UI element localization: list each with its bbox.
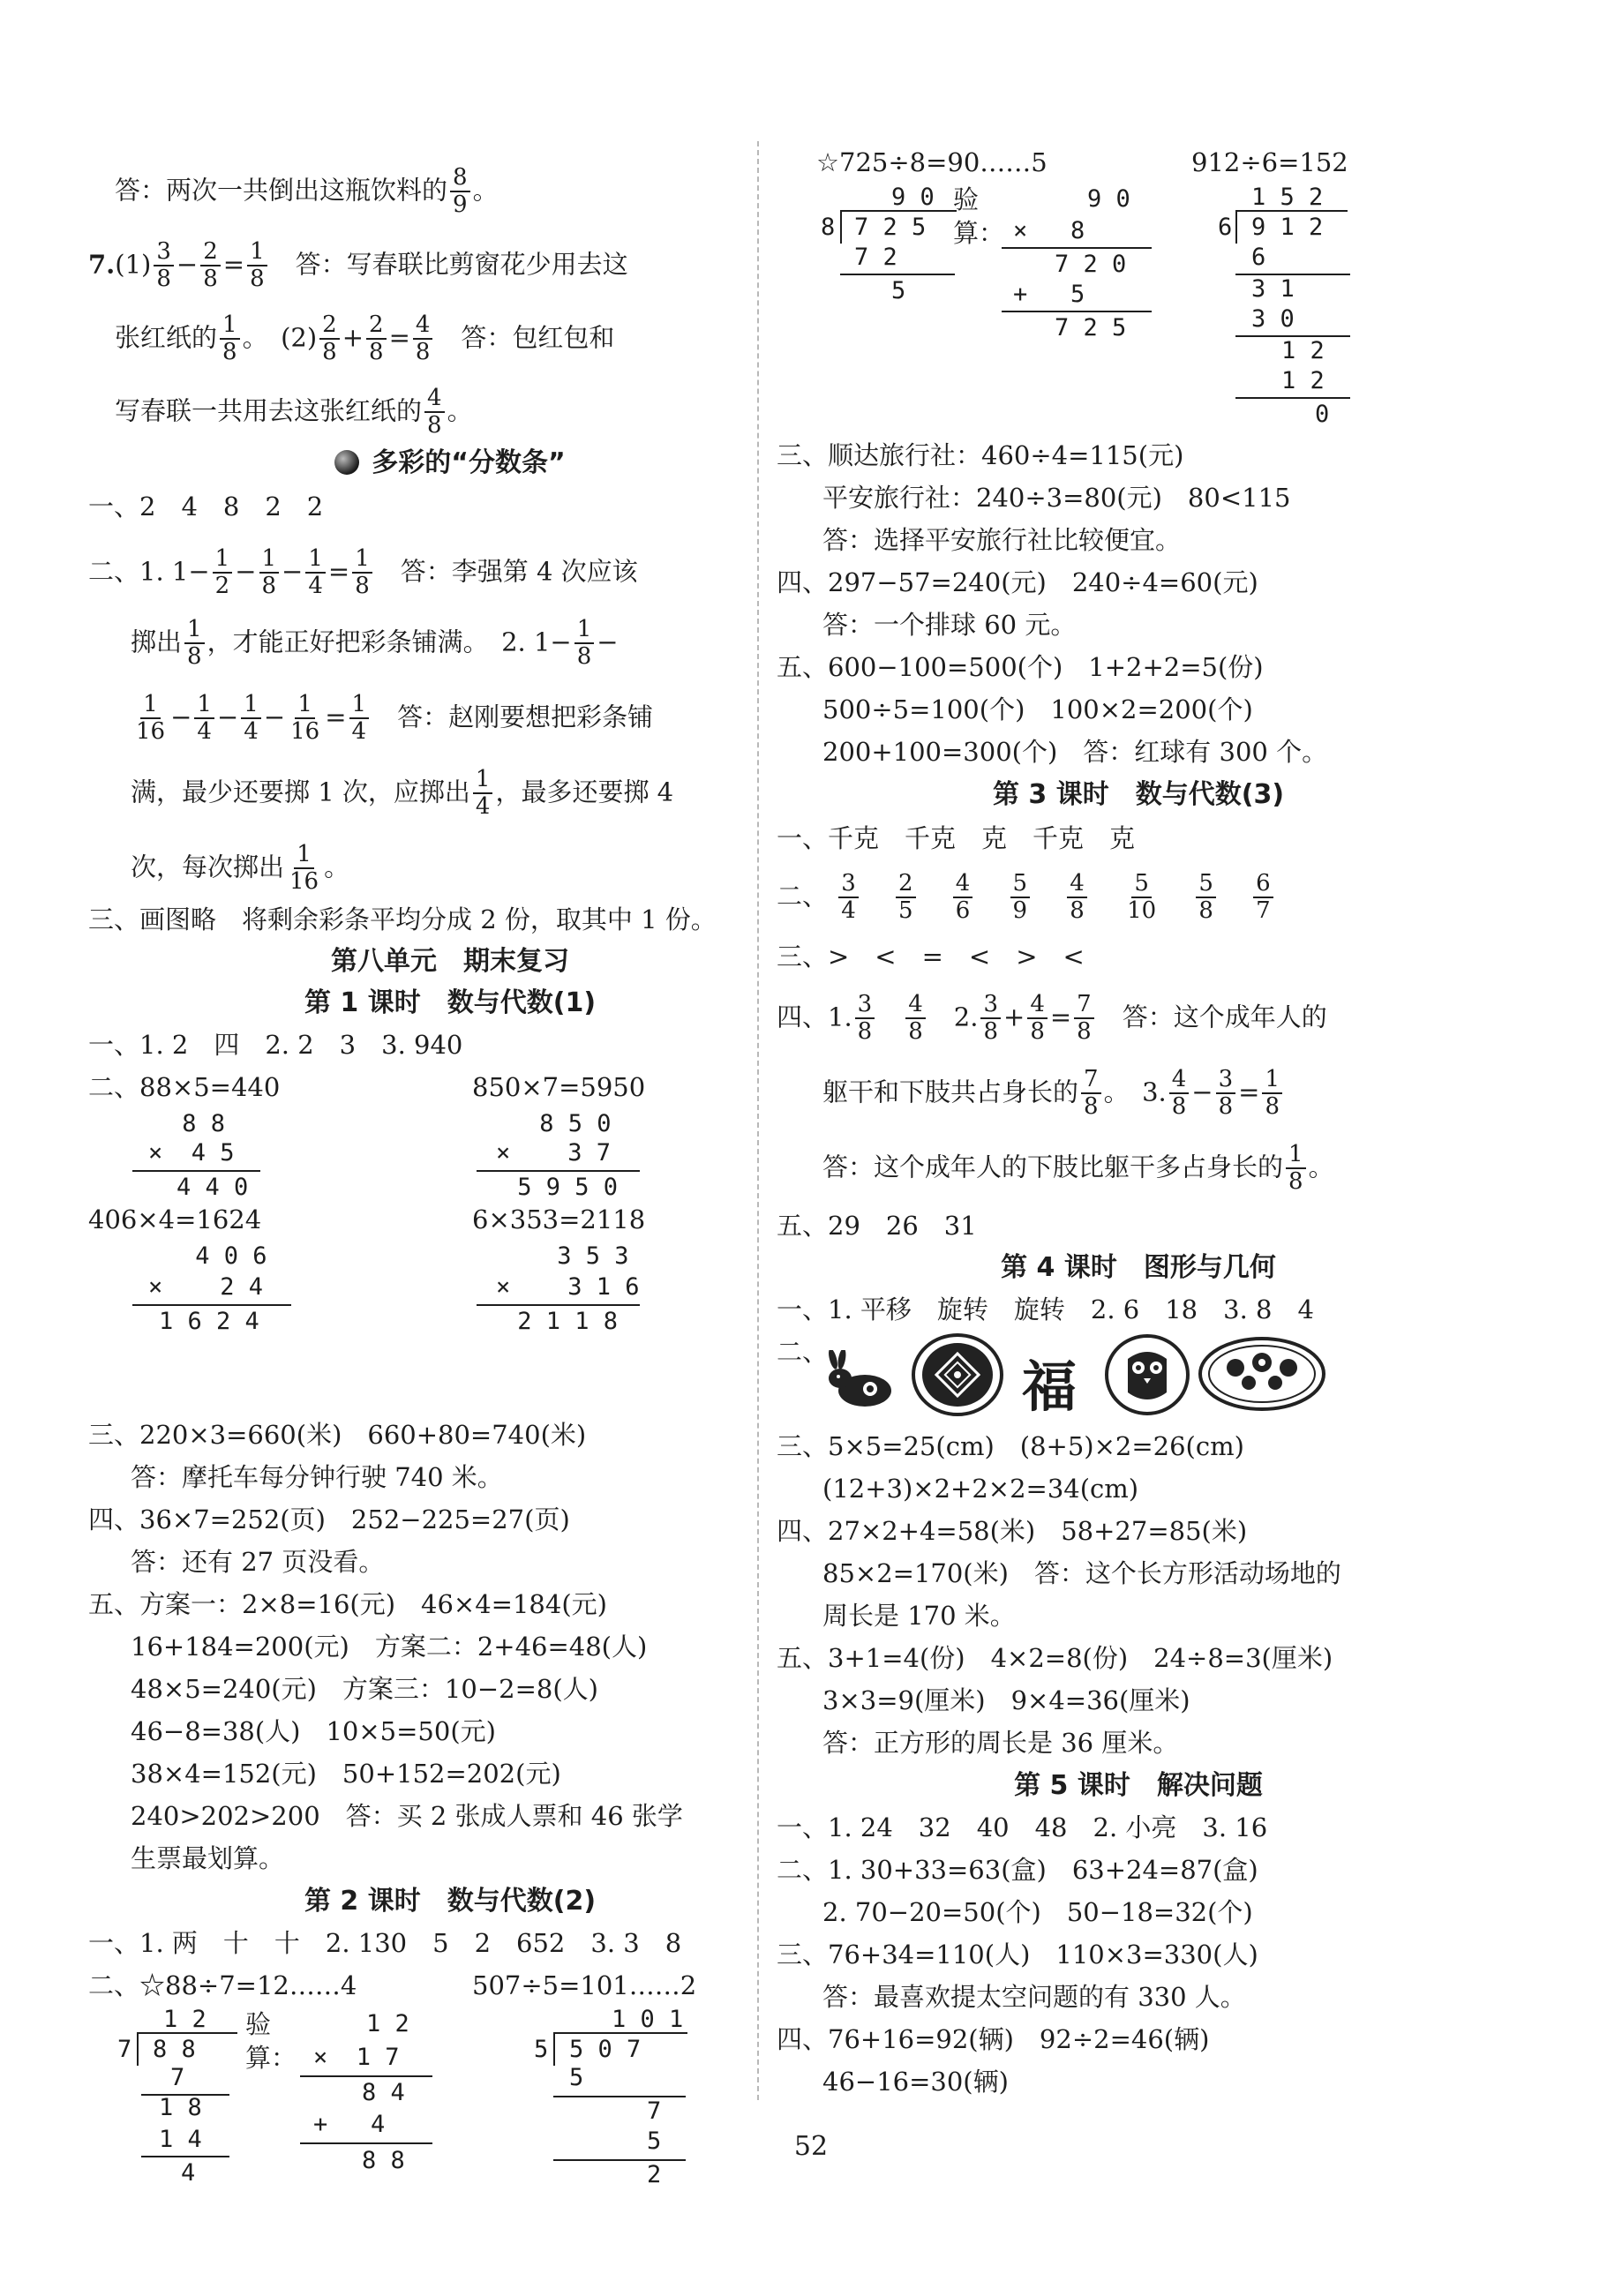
answer-line: 生票最划算。 [131,1843,285,1873]
long-division: 1 2 7 8 8 7 [101,2007,243,2122]
answer-line: 五、方案一：2×8=16(元) 46×4=184(元) [88,1589,607,1619]
answer-line: 四、27×2+4=58(米) 58+27=85(米) [777,1516,1248,1546]
answer-line: 四、36×7=252(页) 252−225=27(页) [88,1504,570,1534]
long-division-cont: 1 8 1 4 4 [141,2096,247,2184]
answer-line: 答：最喜欢提太空问题的有 330 人。 [822,1982,1246,2012]
answer-line: 912÷6=152 [1191,147,1348,177]
answer-line: ☆725÷8=90……5 [816,147,1048,177]
page-number: 52 [793,2131,829,2162]
answer-line: 406×4=1624 [88,1204,262,1234]
bullet-icon [334,450,359,475]
answer-line: 答：摩托车每分钟行驶 740 米。 [131,1462,503,1492]
answer-line: 85×2=170(米) 答：这个长方形活动场地的 [822,1558,1341,1588]
answer-line: 2. 70−20=50(个) 50−18=32(个) [822,1897,1253,1927]
answer-line: 掷出 $\frac{1}{8}$ ，才能正好把彩条铺满。 2. 1− $\frac{1}{8}$ − [131,616,619,671]
verify-label: 算： [953,218,1005,248]
answer-line: 6×353=2118 [472,1204,646,1234]
vertical-multiplication: 8 8 × 4 5 4 4 0 [132,1112,309,1227]
answer-line: 答：选择平安旅行社比较便宜。 [822,525,1182,555]
answer-line: 一、1. 平移 旋转 旋转 2. 6 18 3. 8 4 [777,1294,1314,1324]
answer-line: 三、> < = < > < [777,942,1085,972]
answer-line: 五、3+1=4(份) 4×2=8(份) 24÷8=3(厘米) [777,1643,1333,1673]
answer-line: 四、297−57=240(元) 240÷4=60(元) [777,567,1258,597]
answer-line: 写春联一共用去这张红纸的 $\frac{4}{8}$ 。 [115,385,473,439]
answer-line: 一、1. 两 十 十 2. 130 5 2 652 3. 3 8 [88,1928,682,1958]
flower-basket-icon [1196,1334,1328,1414]
answer-line: $\frac{1}{16}$ − $\frac{1}{4}$ − $\frac{1}{4}$ − $\frac{1}{16}$ = $\frac{1}{4}$ 答：赵刚要想把彩条铺 [136,691,654,746]
verify-label: 算： [245,2043,297,2073]
answer-line: 三、220×3=660(米) 660+80=740(米) [88,1420,587,1450]
answer-line: 一、千克 千克 克 千克 克 [777,823,1136,853]
verify-multiplication: 9 0 × 8 7 2 0 + 5 7 2 5 [988,187,1165,346]
verify-label: 验 [245,2009,272,2039]
answer-line: 四、76+16=92(辆) 92÷2=46(辆) [777,2024,1210,2054]
answer-line: 48×5=240(元) 方案三：10−2=8(人) [131,1674,598,1704]
lesson-heading: 第 1 课时 数与代数(1) [304,987,597,1018]
answer-line: 507÷5=101……2 [472,1970,697,2000]
answer-line: 一、1. 2 四 2. 2 3 3. 940 [88,1030,463,1060]
answer-line: 三、顺达旅行社：460÷4=115(元) [777,440,1184,470]
answer-line: 38×4=152(元) 50+152=202(元) [131,1759,561,1789]
vertical-multiplication: 4 0 6 × 2 4 1 6 2 4 [132,1244,327,1359]
answer-line: 二、1. 1− $\frac{1}{2}$ − $\frac{1}{8}$ − $\frac{1}{4}$ = $\frac{1}{8}$ 答：李强第 4 次应该 [88,545,638,600]
answer-line: 三、画图略 将剩余彩条平均分成 2 份，取其中 1 份。 [88,904,717,934]
knot-medallion-icon [909,1331,1006,1419]
answer-line: 答：两次一共倒出这瓶饮料的 $\frac{8}{9}$ 。 [115,164,499,219]
answer-line: 850×7=5950 [472,1072,646,1102]
answer-line: 一、2 4 8 2 2 [88,491,324,521]
answer-line: 张红纸的 $\frac{1}{8}$ 。 (2) $\frac{2}{8}$ + $\frac{2}{8}$ = $\frac{4}{8}$ 答：包红包和 [115,311,615,366]
answer-line: 二、☆88÷7=12……4 [88,1970,357,2000]
answer-line: 200+100=300(个) 答：红球有 300 个。 [822,737,1328,767]
verify-result: 8 8 [362,2147,405,2174]
answer-line: 答：这个成年人的下肢比躯干多占身长的 $\frac{1}{8}$ 。 [822,1141,1334,1196]
answer-line: 46−8=38(人) 10×5=50(元) [131,1716,496,1746]
lesson-heading: 第 2 课时 数与代数(2) [304,1886,597,1917]
fraction: $\frac{8}{9}$ [450,166,470,218]
long-division: 9 0 8 7 2 5 7 2 5 [821,185,962,318]
answer-line: 答：还有 27 页没看。 [131,1547,385,1577]
vertical-multiplication: 3 5 3 × 3 1 6 2 1 1 8 [477,1244,671,1359]
answer-line: 二、 [777,1337,829,1367]
answer-line: 240>202>200 答：买 2 张成人票和 46 张学 [131,1801,683,1831]
answer-line: 16+184=200(元) 方案二：2+46=48(人) [131,1632,648,1662]
answer-line: 二、1. 30+33=63(盒) 63+24=87(盒) [777,1855,1258,1885]
owl-icon [1103,1332,1191,1417]
lesson-heading: 第 5 课时 解决问题 [1014,1770,1263,1801]
question-7: 7.(1) $\frac{3}{8}$ − $\frac{2}{8}$ = $\frac{1}{8}$ 答：写春联比剪窗花少用去这 [88,238,628,293]
answer-line: 五、600−100=500(个) 1+2+2=5(份) [777,652,1264,682]
fraction-list: 二、 $\frac{3}{4}$ $\frac{2}{5}$ $\frac{4}{6}$ $\frac{5}{9}$ $\frac{4}{8}$ $\frac{5}{10}$ $\frac{5}{8}$ $\frac{6}{7}$ [777,872,1276,924]
answer-line: 躯干和下肢共占身长的 $\frac{7}{8}$ 。 3. $\frac{4}{8}$ − $\frac{3}{8}$ = $\frac{1}{8}$ [822,1068,1285,1120]
verify-label: 验 [953,184,980,214]
answer-line: 次，每次掷出 $\frac{1}{16}$ 。 [131,841,350,896]
answer-line: 答：一个排球 60 元。 [822,610,1077,640]
answer-line: 平安旅行社：240÷3=80(元) 80<115 [822,483,1291,513]
answer-line: 3×3=9(厘米) 9×4=36(厘米) [822,1685,1190,1715]
answer-line: 46−16=30(辆) [822,2067,1009,2097]
section-heading: 多彩的“分数条” [88,450,812,476]
answer-line: 答：正方形的周长是 36 厘米。 [822,1728,1179,1758]
vertical-multiplication: 8 5 0 × 3 7 5 9 5 0 [477,1112,671,1227]
answer-line: 一、1. 24 32 40 48 2. 小亮 3. 16 [777,1812,1268,1842]
answer-line: 三、5×5=25(cm) (8+5)×2=26(cm) [777,1431,1244,1461]
answer-line: 500÷5=100(个) 100×2=200(个) [822,694,1253,724]
answer-line: (12+3)×2+2×2=34(cm) [822,1474,1139,1504]
long-division: 1 5 2 6 9 1 2 6 3 1 3 0 1 2 1 2 0 [1218,185,1377,432]
answer-line: 三、76+34=110(人) 110×3=330(人) [777,1940,1258,1970]
long-division: 1 0 1 5 5 0 7 5 7 5 2 [534,2007,737,2184]
lesson-heading: 第 3 课时 数与代数(3) [992,779,1285,810]
verify-multiplication: 1 2 × 1 7 8 4 + 4 [287,2012,446,2162]
lesson-heading: 第 4 课时 图形与几何 [1001,1252,1276,1283]
unit-heading: 第八单元 期末复习 [331,946,569,977]
answer-line: 二、88×5=440 [88,1072,281,1102]
column-divider [757,141,759,2100]
answer-line: 五、29 26 31 [777,1211,977,1241]
fu-character: 福 [1022,1354,1078,1419]
rabbit-icon [819,1350,898,1412]
answer-line: 四、1. $\frac{3}{8}$ $\frac{4}{8}$ 2. $\frac{3}{8}$ + $\frac{4}{8}$ = $\frac{7}{8}$ 答：这个成年人的 [777,991,1327,1046]
answer-line: 周长是 170 米。 [822,1601,1016,1631]
answer-line: 满，最少还要掷 1 次，应掷出 $\frac{1}{4}$ ，最多还要掷 4 [131,766,674,821]
